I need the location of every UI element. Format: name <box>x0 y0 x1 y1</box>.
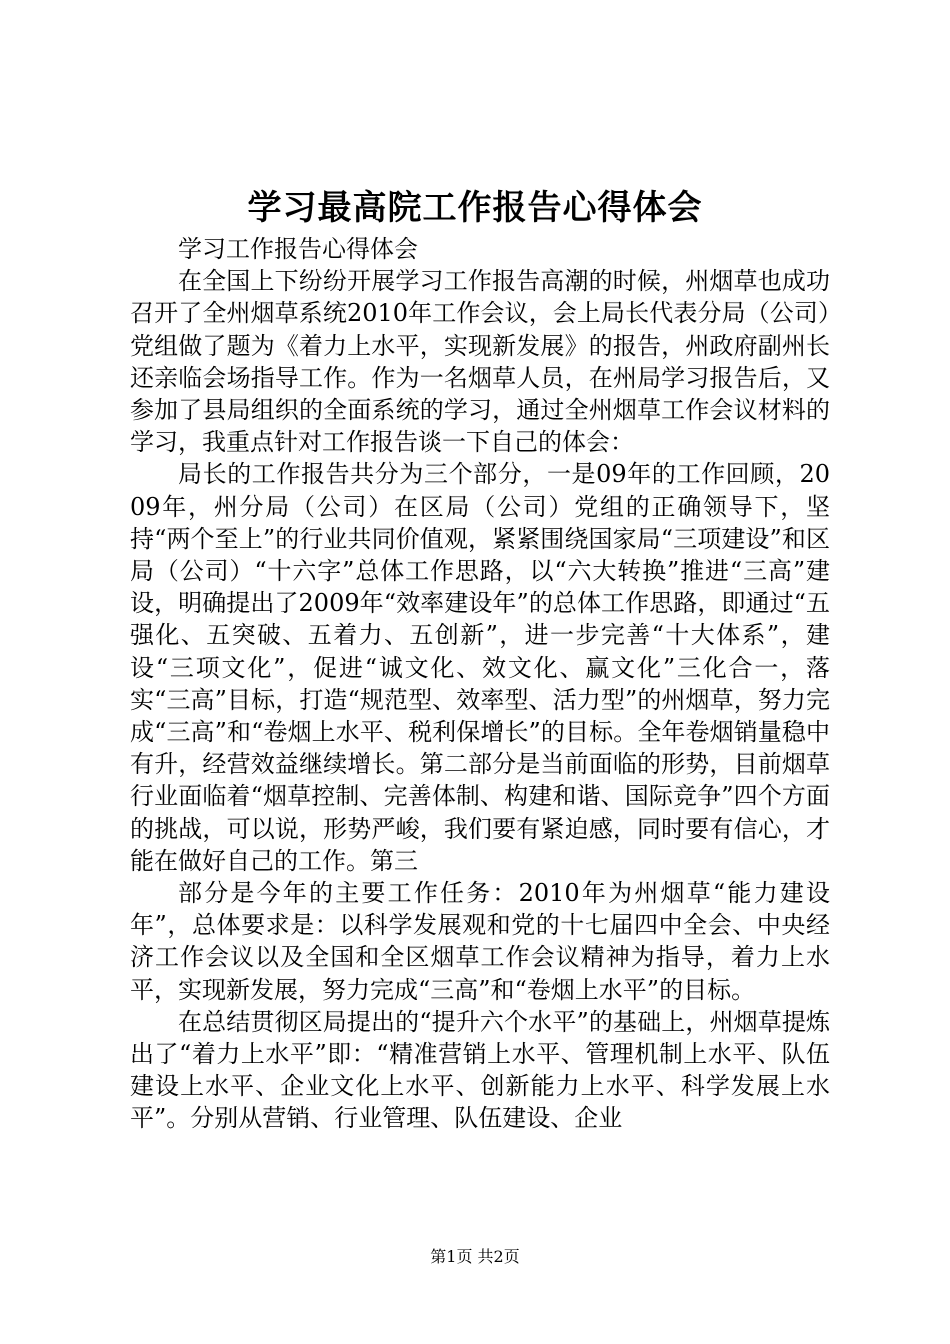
page-number-footer: 第1页 共2页 <box>430 1247 520 1266</box>
paragraph-report-review: 局长的工作报告共分为三个部分，一是09年的工作回顾，2009年，州分局（公司）在区局（公司）党组的正确领导下，坚持“两个至上”的行业共同价值观，紧紧围绕国家局“三项建设”和区局（公司）“十六字”总体工作思路，以“六大转换”推进“三高”建设，明确提出了2009年“效率建设年”的总体工作思路，即通过“五强化、五突破、五着力、五创新”，进一步完善“十大体系”，建设“三项文化”，促进“诚文化、效文化、赢文化”三化合一，落实“三高”目标，打造“规范型、效率型、活力型”的州烟草，努力完成“三高”和“卷烟上水平、税利保增长”的目标。全年卷烟销量稳中有升，经营效益继续增长。第二部分是当前面临的形势，目前烟草行业面临着“烟草控制、完善体制、构建和谐、国际竞争”四个方面的挑战，可以说，形势严峻，我们要有紧迫感，同时要有信心，才能在做好自己的工作。第三 <box>130 460 830 875</box>
paragraph-intro: 在全国上下纷纷开展学习工作报告高潮的时候，州烟草也成功召开了全州烟草系统2010年工作会议，会上局长代表分局（公司）党组做了题为《着力上水平，实现新发展》的报告，州政府副州长还亲临会场指导工作。作为一名烟草人员，在州局学习报告后，又参加了县局组织的全面系统的学习，通过全州烟草工作会议材料的学习，我重点针对工作报告谈一下自己的体会： <box>130 267 830 457</box>
paragraph-main-tasks: 部分是今年的主要工作任务：2010年为州烟草“能力建设年”，总体要求是：以科学发展观和党的十七届四中全会、中央经济工作会议以及全国和全区烟草工作会议精神为指导，着力上水平，实现新发展，努力完成“三高”和“卷烟上水平”的目标。 <box>130 879 830 1004</box>
document-title: 学习最高院工作报告心得体会 <box>247 188 703 228</box>
paragraph-subtitle: 学习工作报告心得体会 <box>178 235 418 263</box>
document-body <box>130 233 830 1135</box>
paragraph-levels: 在总结贯彻区局提出的“提升六个水平”的基础上，州烟草提炼出了“着力上水平”即：“精准营销上水平、管理机制上水平、队伍建设上水平、企业文化上水平、创新能力上水平、科学发展上水平”。分别从营销、行业管理、队伍建设、企业 <box>130 1007 830 1133</box>
